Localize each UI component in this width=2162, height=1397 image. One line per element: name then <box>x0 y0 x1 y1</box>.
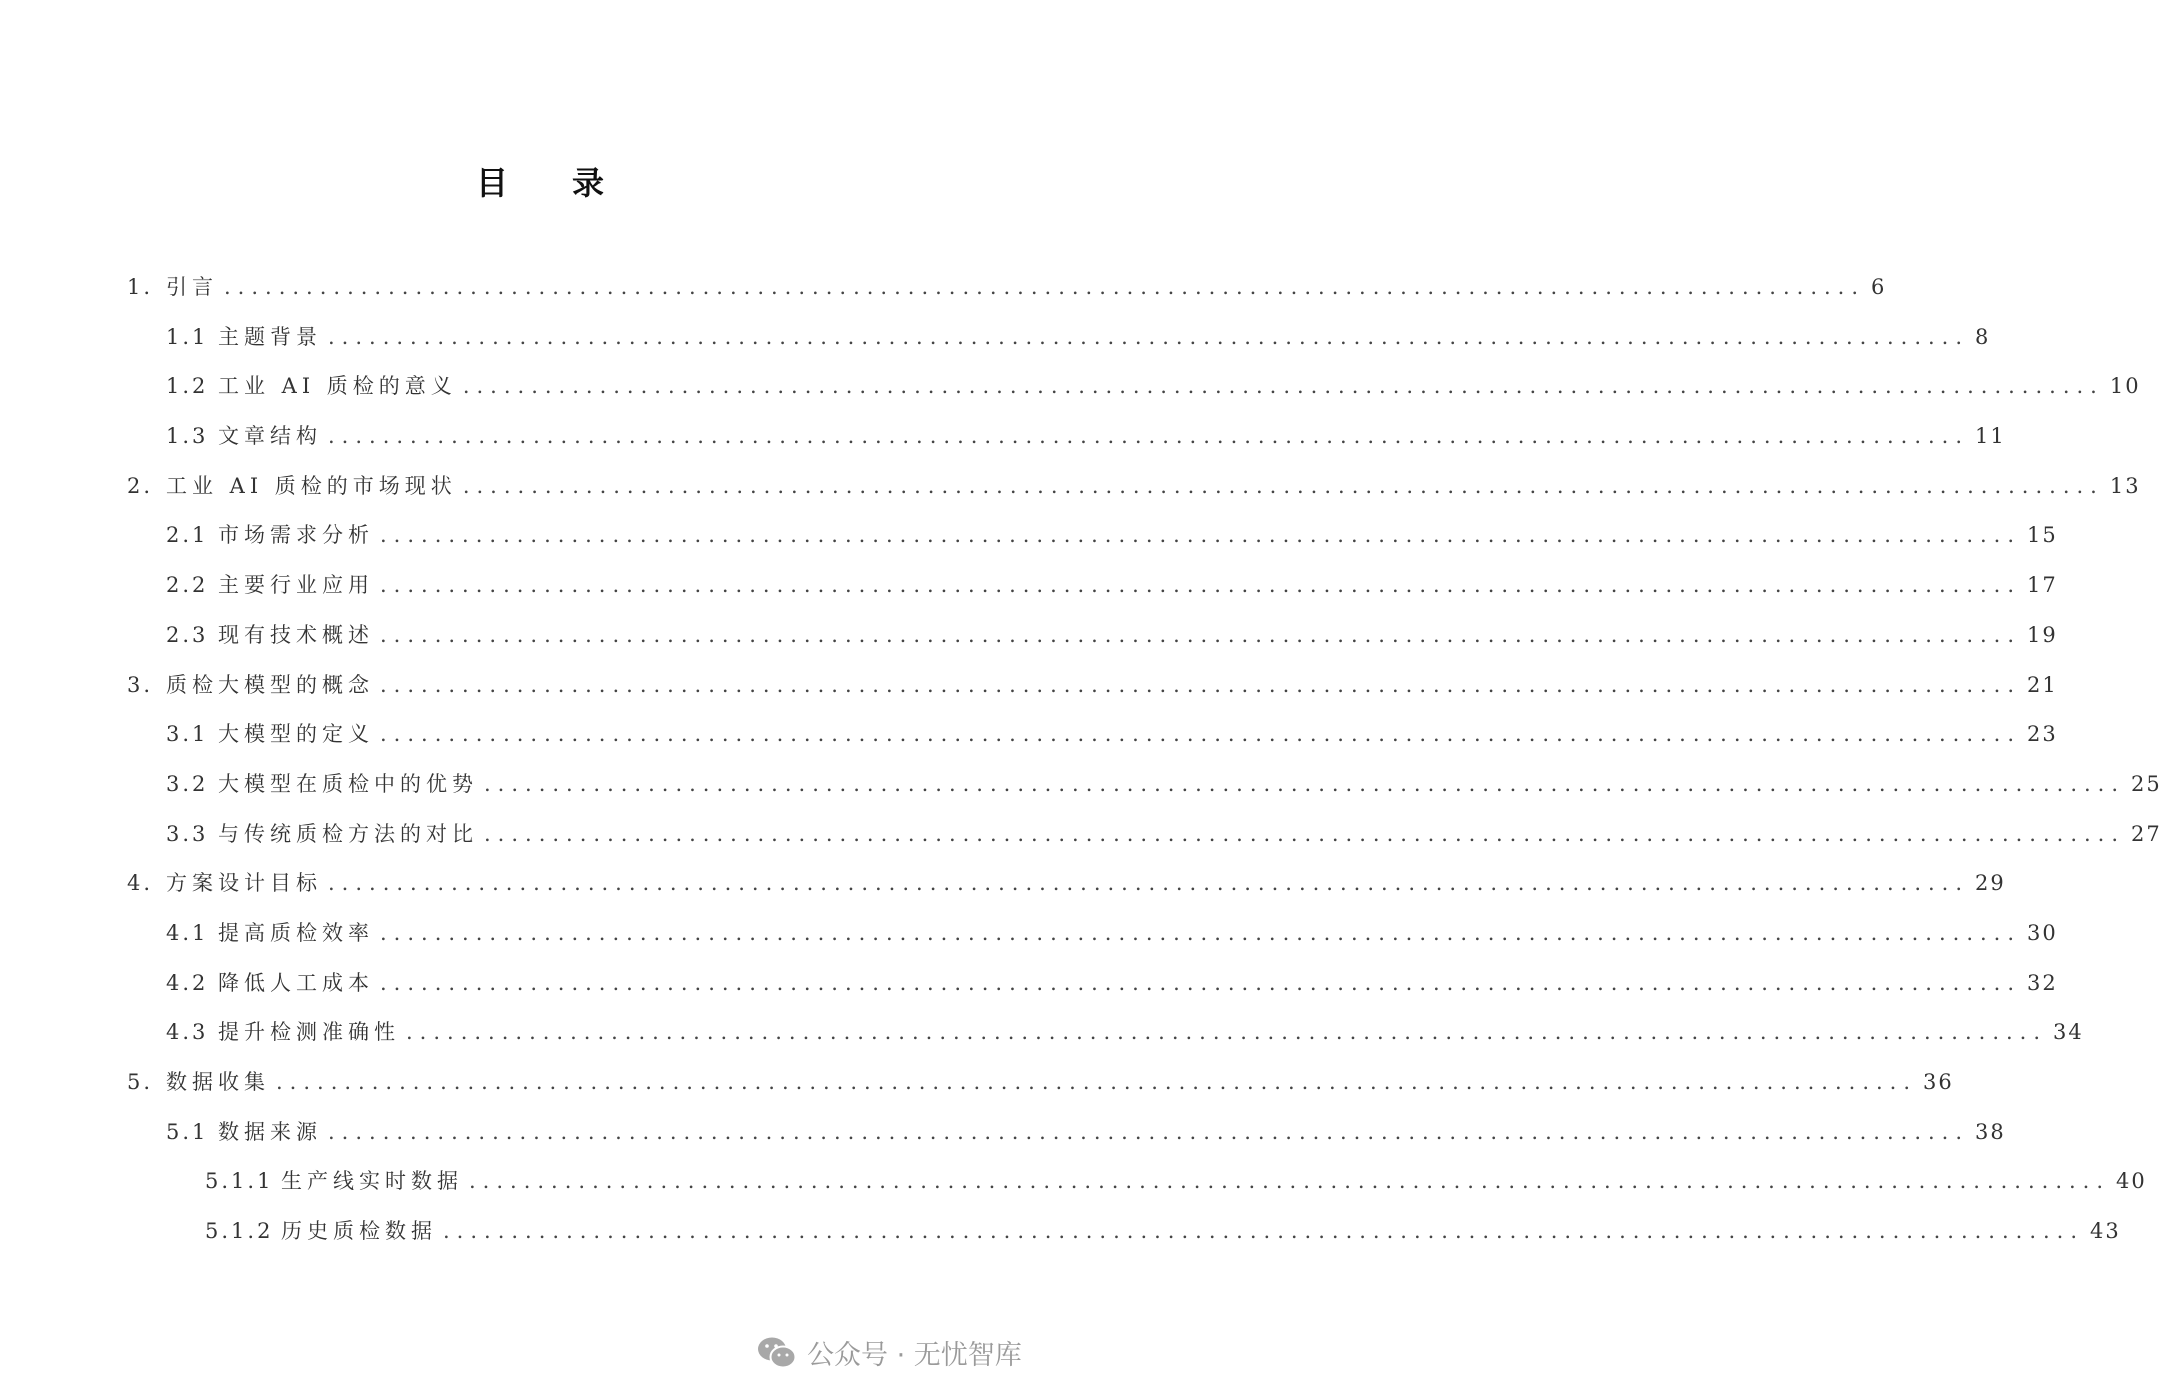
toc-page-number: 34 <box>2053 1020 2084 1045</box>
toc-number: 1.1 <box>166 324 209 349</box>
dot-leader: ........................................................................................................................ <box>380 970 2022 995</box>
toc-number: 2. <box>127 473 154 498</box>
toc-number: 5.1.1 <box>205 1169 274 1194</box>
toc-entry[interactable] <box>0 420 2006 470</box>
toc-line <box>218 321 1991 353</box>
toc-entry[interactable] <box>0 519 2058 569</box>
dot-leader: ........................................................................................................................ <box>462 473 2104 498</box>
toc-page-number: 19 <box>2027 622 2058 647</box>
toc-number: 5. <box>127 1070 154 1094</box>
toc-entry[interactable] <box>0 470 2141 520</box>
toc-page-number: 17 <box>2027 573 2058 598</box>
page-title <box>0 158 1080 204</box>
toc-number: 4.2 <box>166 970 209 995</box>
toc-line <box>218 818 2162 850</box>
toc-line <box>218 619 2058 651</box>
toc-page-number: 6 <box>1871 275 1887 299</box>
toc-title: 历史质检数据 <box>281 1219 437 1244</box>
title-char: 录 <box>572 164 605 202</box>
toc-entry[interactable] <box>0 818 2162 868</box>
toc-entry[interactable] <box>0 718 2058 768</box>
toc-page-number: 38 <box>1975 1119 2006 1144</box>
toc-entry[interactable] <box>0 669 2058 719</box>
toc-entry[interactable] <box>0 1165 2147 1215</box>
toc-number: 1. <box>127 275 154 299</box>
toc-title: 数据收集 <box>166 1070 270 1094</box>
toc-number: 4.1 <box>166 920 209 945</box>
dot-leader: ........................................................................................................................ <box>406 1020 2048 1045</box>
toc-page-number: 8 <box>1975 324 1991 349</box>
toc-page-number: 25 <box>2131 771 2162 796</box>
dot-leader: ........................................................................................................................ <box>380 920 2022 945</box>
watermark-text: 公众号 · 无忧智库 <box>807 1340 1022 1371</box>
dot-leader: ........................................................................................................................ <box>276 1070 1918 1094</box>
toc-entry[interactable] <box>0 619 2058 669</box>
toc-entry[interactable] <box>0 768 2162 818</box>
toc-page-number: 36 <box>1923 1070 1954 1094</box>
dot-leader: ........................................................................................................................ <box>462 374 2104 399</box>
toc-entry[interactable] <box>0 1215 2121 1265</box>
dot-leader: ........................................................................................................................ <box>380 672 2022 697</box>
toc-number: 3.1 <box>166 722 209 747</box>
toc-page-number: 15 <box>2027 523 2058 548</box>
toc-number: 3.2 <box>166 771 209 796</box>
toc-line <box>166 669 2058 701</box>
toc-title: 降低人工成本 <box>218 970 374 995</box>
toc-line <box>166 271 1887 303</box>
toc-number: 2.2 <box>166 573 209 598</box>
dot-leader: ........................................................................................................................ <box>328 871 1970 896</box>
toc-title: 提升检测准确性 <box>218 1020 400 1045</box>
dot-leader: ........................................................................................................................ <box>484 821 2126 846</box>
toc-page-number: 40 <box>2116 1169 2147 1194</box>
toc-entry[interactable] <box>0 271 1887 321</box>
table-of-contents <box>0 271 2162 1265</box>
toc-title: 主题背景 <box>218 324 322 349</box>
dot-leader: ........................................................................................................................ <box>484 771 2126 796</box>
toc-number: 1.2 <box>166 374 209 399</box>
toc-title: 提高质检效率 <box>218 920 374 945</box>
toc-entry[interactable] <box>0 1066 1954 1116</box>
dot-leader: ........................................................................................................................ <box>328 324 1970 349</box>
toc-line <box>218 917 2058 949</box>
toc-entry[interactable] <box>0 370 2141 420</box>
toc-line <box>281 1165 2147 1197</box>
toc-line <box>218 967 2058 999</box>
toc-title: 引言 <box>166 275 218 299</box>
dot-leader: ........................................................................................................................ <box>328 1119 1970 1144</box>
dot-leader: ........................................................................................................................ <box>469 1169 2111 1194</box>
toc-title: 生产线实时数据 <box>281 1169 463 1194</box>
toc-title: 文章结构 <box>218 424 322 449</box>
toc-line <box>281 1215 2121 1247</box>
toc-number: 3. <box>127 672 154 697</box>
toc-line <box>218 420 2006 452</box>
toc-page-number: 21 <box>2027 672 2058 697</box>
toc-line <box>218 519 2058 551</box>
toc-line <box>166 867 2006 899</box>
toc-title: 大模型的定义 <box>218 722 374 747</box>
title-char: 目 <box>475 164 508 202</box>
dot-leader: ........................................................................................................................ <box>380 523 2022 548</box>
toc-line <box>218 370 2141 402</box>
toc-line <box>218 768 2162 800</box>
toc-line <box>218 1016 2084 1048</box>
toc-entry[interactable] <box>0 867 2006 917</box>
dot-leader: ........................................................................................................................ <box>380 622 2022 647</box>
toc-title: 质检大模型的概念 <box>166 672 374 697</box>
toc-title: 现有技术概述 <box>218 622 374 647</box>
toc-page-number: 10 <box>2109 374 2141 399</box>
toc-page-number: 13 <box>2109 473 2141 498</box>
toc-entry[interactable] <box>0 1116 2006 1166</box>
toc-title: 主要行业应用 <box>218 573 374 598</box>
toc-entry[interactable] <box>0 569 2058 619</box>
toc-page-number: 27 <box>2131 821 2162 846</box>
toc-title: 大模型在质检中的优势 <box>218 771 478 796</box>
toc-number: 5.1 <box>166 1119 209 1144</box>
toc-title: 工业 AI 质检的意义 <box>218 374 457 399</box>
toc-line <box>166 470 2141 502</box>
toc-entry[interactable] <box>0 967 2058 1017</box>
toc-number: 4.3 <box>166 1020 209 1045</box>
dot-leader: ........................................................................................................................ <box>224 275 1866 299</box>
toc-page-number: 11 <box>1975 424 2006 449</box>
dot-leader: ........................................................................................................................ <box>380 573 2022 598</box>
toc-page-number: 29 <box>1975 871 2006 896</box>
watermark <box>757 1333 1022 1372</box>
toc-entry[interactable] <box>0 1016 2084 1066</box>
toc-line <box>218 718 2058 750</box>
toc-entry[interactable] <box>0 917 2058 967</box>
dot-leader: ........................................................................................................................ <box>328 424 1970 449</box>
wechat-icon <box>757 1336 797 1370</box>
toc-number: 5.1.2 <box>205 1219 274 1244</box>
toc-number: 4. <box>127 871 154 896</box>
toc-title: 数据来源 <box>218 1119 322 1144</box>
toc-line <box>218 569 2058 601</box>
toc-title: 方案设计目标 <box>166 871 322 896</box>
dot-leader: ........................................................................................................................ <box>380 722 2022 747</box>
toc-title: 工业 AI 质检的市场现状 <box>166 473 457 498</box>
toc-number: 2.3 <box>166 622 209 647</box>
toc-page-number: 32 <box>2027 970 2058 995</box>
toc-title: 市场需求分析 <box>218 523 374 548</box>
toc-number: 1.3 <box>166 424 209 449</box>
toc-number: 2.1 <box>166 523 209 548</box>
toc-title: 与传统质检方法的对比 <box>218 821 478 846</box>
toc-line <box>218 1116 2006 1148</box>
toc-page-number: 43 <box>2090 1219 2121 1244</box>
toc-page-number: 30 <box>2027 920 2058 945</box>
toc-entry[interactable] <box>0 321 1991 371</box>
dot-leader: ........................................................................................................................ <box>443 1219 2085 1244</box>
toc-page-number: 23 <box>2027 722 2058 747</box>
toc-line <box>166 1066 1954 1098</box>
toc-number: 3.3 <box>166 821 209 846</box>
